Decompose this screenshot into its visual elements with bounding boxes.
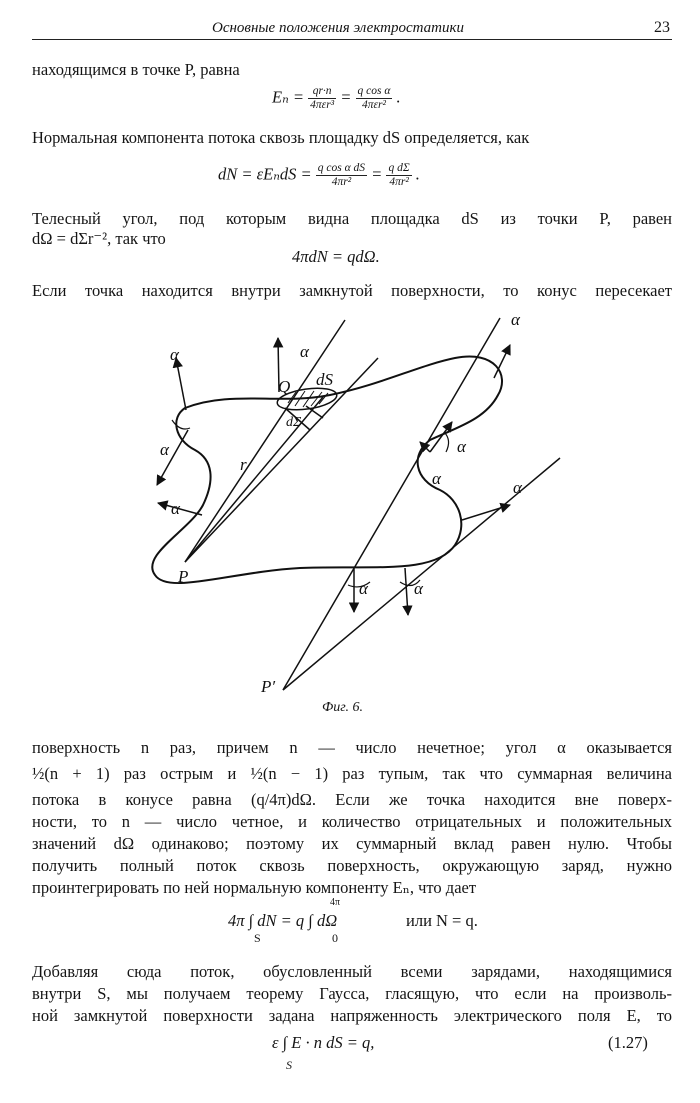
normal-arrow — [462, 505, 510, 520]
eq5-sub-s: S — [286, 1058, 292, 1072]
cone-line-r — [185, 397, 323, 562]
normal-arrow — [405, 568, 408, 615]
text-line: Добавляя сюда поток, обусловленный всеми зарядами, находящимися — [32, 962, 672, 981]
equation-en: Eₙ = $\frac{qr\cdot n}{\text{4πεr³}}$ = $\frac{\text{q cos α}}{\text{4πεr²}}$ . — [272, 85, 401, 111]
eq4-sub-s: S — [254, 931, 261, 945]
label-alpha: α — [457, 437, 466, 456]
label-alpha: α — [160, 440, 169, 459]
label-r: r — [240, 455, 247, 474]
text-line: значений dΩ одинаково; поэтому их суммарный вклад равен нулю. Чтобы — [32, 834, 672, 853]
eq1-frac2: $\frac{\text{q cos α}}{\text{4πεr²}}$ — [357, 85, 391, 111]
header-rule — [32, 39, 672, 40]
angle-arc — [172, 420, 190, 429]
label-alpha: α — [414, 579, 423, 598]
text-line: внутри S, мы получаем теорему Гаусса, гласящую, что если на произволь- — [32, 984, 672, 1003]
equation-number: (1.27) — [608, 1033, 648, 1052]
normal-arrow — [494, 345, 510, 378]
text-line: dΩ = dΣr⁻², так что — [32, 229, 166, 248]
text-line: проинтегрировать по ней нормальную компоненту Eₙ, что дает — [32, 878, 477, 897]
eq1-lhs: Eₙ = — [272, 87, 305, 107]
label-dS: dS — [316, 370, 333, 389]
page-number: 23 — [654, 19, 670, 36]
closed-surface-curve — [152, 356, 502, 583]
text-line: Если точка находится внутри замкнутой поверхности, то конус пересекает — [32, 281, 672, 300]
label-P-prime: P′ — [261, 677, 276, 696]
text-line: потока в конусе равна (q/4π)dΩ. Если же точка находится вне поверх- — [32, 790, 672, 809]
figure-6 — [0, 300, 700, 700]
running-header: Основные положения электростатики — [212, 20, 464, 36]
label-alpha: α — [170, 345, 179, 364]
eq2-frac2: $\frac{\text{q dΣ}}{\text{4πr²}}$ — [388, 162, 410, 188]
label-alpha: α — [171, 499, 180, 518]
label-dSigma: dΣ — [286, 415, 302, 430]
equation-solid-angle: 4πdN = qdΩ. — [292, 247, 380, 266]
label-alpha: α — [513, 478, 522, 497]
eq4-main: 4π ∫ dN = q ∫ dΩ — [228, 911, 338, 930]
text-line: ности, то n — число четное, и количество отрицательных и положительных — [32, 812, 672, 831]
normal-arrow — [158, 503, 202, 515]
eq4-upper-limit: 4π — [330, 897, 341, 908]
eq4-lower-limit: 0 — [332, 931, 338, 945]
equation-gauss: ε ∫ E · n dS = q, — [272, 1033, 375, 1052]
eq4-result: или N = q. — [406, 911, 478, 930]
text-line: ной замкнутой поверхности задана напряженность электрического поля E, то — [32, 1006, 672, 1025]
text-line: Телесный угол, под которым видна площадка dS из точки P, равен — [32, 209, 672, 228]
text-line: получить полный поток сквозь поверхность, окружающую заряд, нужно — [32, 856, 672, 875]
normal-arrow — [176, 358, 186, 410]
angle-arc — [444, 432, 449, 452]
equation-dn: dN = εEₙdS = $\frac{\text{q cos α dS}}{\text{4πr²}}$ = $\frac{\text{q dΣ}}{\text{4πr²}}$ . — [218, 162, 420, 188]
text-line: находящимся в точке P, равна — [32, 60, 240, 79]
eq1-frac1: $\frac{qr\cdot n}{\text{4πεr³}}$ — [310, 85, 335, 111]
cone-line — [185, 320, 345, 562]
eq2-frac1: $\frac{\text{q cos α dS}}{\text{4πr²}}$ — [317, 162, 366, 188]
label-alpha: α — [511, 310, 520, 329]
text-line: ½(n + 1) раз острым и ½(n − 1) раз тупым, так что суммарная величина — [32, 764, 672, 783]
label-alpha: α — [300, 342, 309, 361]
figure-caption: Фиг. 6. — [322, 700, 364, 715]
text-line: поверхность n раз, причем n — число нечетное; угол α оказывается — [32, 738, 672, 757]
label-alpha: α — [432, 469, 441, 488]
normal-arrow — [430, 422, 452, 452]
text-line: Нормальная компонента потока сквозь площадку dS определяется, как — [32, 128, 530, 147]
label-alpha: α — [359, 579, 368, 598]
label-P: P — [178, 567, 189, 586]
label-Q: Q — [278, 377, 291, 396]
eq2-lhs: dN = εEₙdS = — [218, 164, 312, 184]
